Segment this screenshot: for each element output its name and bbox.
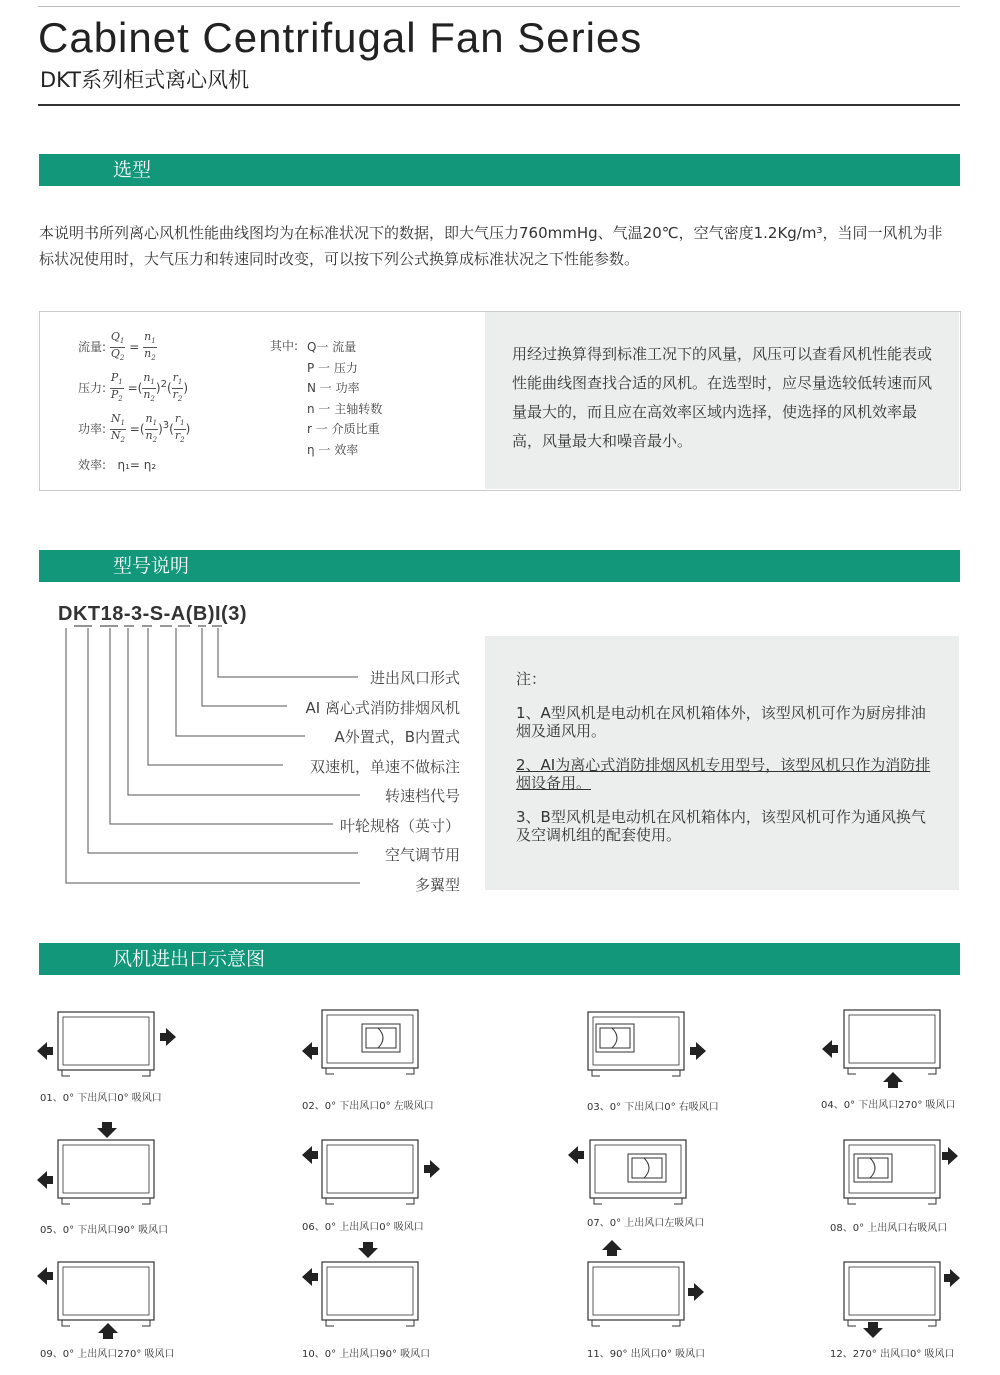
diagram-caption: 02、0° 下出风口0° 左吸风口 bbox=[302, 1101, 434, 1112]
diagram-03 bbox=[588, 1012, 706, 1076]
n-ratio bbox=[142, 372, 156, 405]
p2: $P_2$ bbox=[110, 388, 123, 404]
note-item: 1、A型风机是电动机在风机箱体外，该型风机可作为厨房排油烟及通风用。 bbox=[516, 704, 926, 740]
page-subtitle: DKT系列柜式离心风机 bbox=[40, 68, 250, 92]
legend-item: n 一 主轴转数 bbox=[307, 401, 383, 416]
pressure-label: 压力: bbox=[78, 381, 107, 396]
eff-expr: η₁= η₂ bbox=[117, 458, 157, 472]
n2: $n_2$ bbox=[145, 429, 158, 445]
legend-item: N 一 功率 bbox=[307, 381, 360, 396]
n1: $n_1$ bbox=[143, 331, 157, 348]
n2: $n_2$ bbox=[144, 347, 156, 363]
notes-heading: 注： bbox=[516, 670, 547, 688]
q-ratio bbox=[110, 331, 126, 364]
note-item: 2、AI为离心式消防排烟风机专用型号，该型风机只作为消防排烟设备用。 bbox=[516, 756, 931, 792]
diagram-12 bbox=[844, 1262, 960, 1338]
eq-sign: = bbox=[129, 340, 140, 355]
legend-item: r 一 介质比重 bbox=[307, 422, 380, 437]
legend-item: Q一 流量 bbox=[307, 340, 357, 354]
top-rule bbox=[38, 6, 960, 7]
model-label: AI 离心式消防排烟风机 bbox=[305, 699, 460, 717]
model-label: 双速机，单速不做标注 bbox=[309, 758, 460, 776]
diagram-caption: 04、0° 下出风口270° 吸风口 bbox=[821, 1100, 956, 1111]
model-label: 多翼型 bbox=[414, 876, 460, 894]
n-ratio bbox=[145, 413, 159, 446]
n1: $n_1$ bbox=[142, 372, 156, 389]
p-ratio bbox=[110, 372, 124, 405]
diagram-caption: 05、0° 下出风口90° 吸风口 bbox=[40, 1225, 169, 1236]
diagram-08 bbox=[844, 1140, 958, 1204]
diagram-04 bbox=[822, 1010, 940, 1088]
diagram-caption: 11、90° 出风口0° 吸风口 bbox=[587, 1349, 706, 1360]
diagram-10 bbox=[302, 1242, 418, 1326]
diagram-07 bbox=[568, 1140, 686, 1204]
n-ratio bbox=[143, 331, 157, 364]
page-title: Cabinet Centrifugal Fan Series bbox=[38, 14, 643, 61]
r2: $r_2$ bbox=[174, 429, 185, 445]
n2: $n_2$ bbox=[143, 388, 155, 404]
q2: $Q_2$ bbox=[110, 347, 125, 363]
formula-pressure: 压力: $\frac{P_1}{P_2}$ =( $\frac{n_1}{n_2}$ )$^2$( $\frac{r_1}{r_2}$ ) bbox=[78, 371, 189, 404]
note-item: 3、B型风机是电动机在风机箱体内，该型风机可作为通风换气及空调机组的配套使用。 bbox=[516, 808, 926, 844]
eq-sign: = bbox=[129, 422, 140, 437]
diagram-11 bbox=[588, 1240, 704, 1326]
formula-legend bbox=[307, 337, 382, 461]
diagram-02 bbox=[302, 1010, 418, 1074]
legend-item: η 一 效率 bbox=[307, 442, 359, 457]
header-rule bbox=[38, 104, 960, 106]
exp-3: 3 bbox=[162, 420, 170, 432]
diagram-caption: 08、0° 上出风口右吸风口 bbox=[830, 1223, 948, 1234]
formula-power: 功率: $\frac{N_1}{N_2}$ =( $\frac{n_1}{n_2}$ )$^3$( $\frac{r_1}{r_2}$ ) bbox=[78, 412, 191, 445]
p1: $P_1$ bbox=[110, 372, 124, 389]
np2: $N_2$ bbox=[110, 429, 125, 445]
model-code: DKT18-3-S-A(B)I(3) bbox=[58, 603, 247, 625]
q1: $Q_1$ bbox=[110, 331, 126, 348]
r-ratio bbox=[172, 372, 184, 405]
section-title-diagram: 风机进出口示意图 bbox=[113, 948, 266, 970]
r-ratio bbox=[174, 413, 186, 446]
np1: $N_1$ bbox=[110, 413, 126, 430]
exp-2: 2 bbox=[160, 379, 167, 391]
r1: $r_1$ bbox=[172, 372, 184, 389]
r2: $r_2$ bbox=[172, 388, 183, 404]
section-title-selection: 选型 bbox=[113, 159, 152, 181]
eq-sign: = bbox=[127, 381, 138, 396]
formula-flow bbox=[78, 331, 157, 364]
diagram-05 bbox=[37, 1122, 154, 1204]
section-bar-model bbox=[39, 550, 960, 582]
n1: $n_1$ bbox=[145, 413, 159, 430]
diagram-caption: 10、0° 上出风口90° 吸风口 bbox=[302, 1349, 431, 1360]
eff-label: 效率: bbox=[78, 458, 107, 472]
model-label: 转速档代号 bbox=[384, 787, 460, 805]
selection-text: 用经过换算得到标准工况下的风量，风压可以查看风机性能表或性能曲线图查找合适的风机。在选型时，应尽量选较低转速而风量最大的，而且应在高效率区域内选择，使选择的风机效率最高，风量最大和噪音最小。 bbox=[512, 345, 933, 450]
section-bar-selection bbox=[39, 154, 960, 186]
diagram-01 bbox=[37, 1012, 176, 1076]
r1: $r_1$ bbox=[174, 413, 186, 430]
flow-label: 流量: bbox=[78, 340, 107, 355]
model-label: 进出风口形式 bbox=[369, 669, 460, 687]
model-label: 叶轮规格（英寸） bbox=[339, 817, 460, 835]
fan-diagrams bbox=[0, 980, 1000, 1375]
diagram-caption: 12、270° 出风口0° 吸风口 bbox=[830, 1349, 955, 1360]
section-bar-diagram bbox=[39, 943, 960, 975]
model-label: 空气调节用 bbox=[384, 846, 460, 864]
np-ratio bbox=[110, 413, 126, 446]
diagram-caption: 07、0° 上出风口左吸风口 bbox=[587, 1218, 705, 1229]
legend-head: 其中: bbox=[270, 339, 299, 353]
section-title-model: 型号说明 bbox=[113, 555, 190, 577]
diagram-06 bbox=[302, 1140, 440, 1204]
diagram-caption: 03、0° 下出风口0° 右吸风口 bbox=[587, 1102, 719, 1113]
diagram-caption: 01、0° 下出风口0° 吸风口 bbox=[40, 1093, 162, 1104]
power-label: 功率: bbox=[78, 422, 107, 437]
model-label: A外置式，B内置式 bbox=[334, 728, 460, 746]
legend-item: P 一 压力 bbox=[307, 360, 358, 375]
intro-text: 本说明书所列离心风机性能曲线图均为在标准状况下的数据，即大气压力760mmHg、气温20℃，空气密度1.2Kg/m³，当同一风机为非标状况使用时，大气压力和转速同时改变，可以按下列公式换算成标准状况之下性能参数。 bbox=[39, 224, 943, 268]
formula-efficiency bbox=[78, 456, 156, 473]
diagram-09 bbox=[37, 1262, 154, 1339]
diagram-caption: 09、0° 上出风口270° 吸风口 bbox=[40, 1349, 175, 1360]
diagram-caption: 06、0° 上出风口0° 吸风口 bbox=[302, 1222, 424, 1233]
